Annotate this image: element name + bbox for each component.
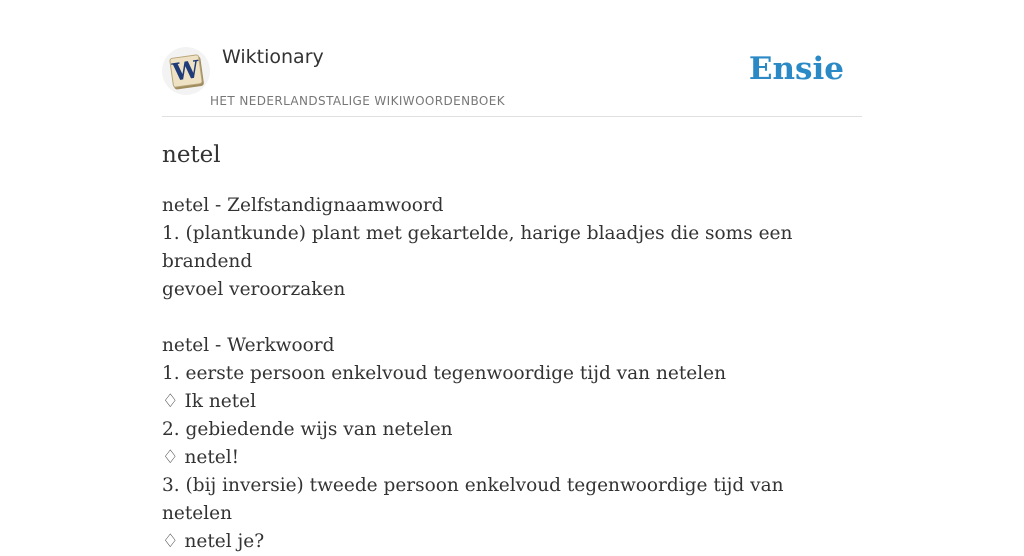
example-line: ♢ netel je?: [162, 531, 265, 552]
example-line: ♢ Ik netel: [162, 391, 257, 412]
definition-line: 3. (bij inversie) tweede persoon enkelvoud tegenwoordige tijd van netelen: [162, 475, 784, 524]
wiktionary-logo-icon[interactable]: [162, 47, 210, 95]
page-title: netel: [162, 142, 221, 168]
logo-letter: W: [170, 54, 202, 87]
entry-heading: netel - Zelfstandignaamwoord: [162, 195, 444, 216]
example-line: ♢ netel!: [162, 447, 240, 468]
entry-spacer: [162, 304, 842, 332]
ensie-brand-link[interactable]: Ensie: [748, 51, 844, 87]
entry-heading: netel - Werkwoord: [162, 335, 335, 356]
site-header: [162, 0, 862, 117]
logo-tile: [169, 54, 203, 88]
definition-line: 1. (plantkunde) plant met gekartelde, harige blaadjes die soms een brandend: [162, 223, 793, 272]
definition-line: gevoel veroorzaken: [162, 279, 346, 300]
definition-line: 2. gebiedende wijs van netelen: [162, 419, 453, 440]
site-name[interactable]: Wiktionary: [222, 46, 324, 68]
definition-line: 1. eerste persoon enkelvoud tegenwoordige tijd van netelen: [162, 363, 726, 384]
definition-content: [162, 192, 842, 556]
site-tagline: HET NEDERLANDSTALIGE WIKIWOORDENBOEK: [210, 94, 506, 108]
